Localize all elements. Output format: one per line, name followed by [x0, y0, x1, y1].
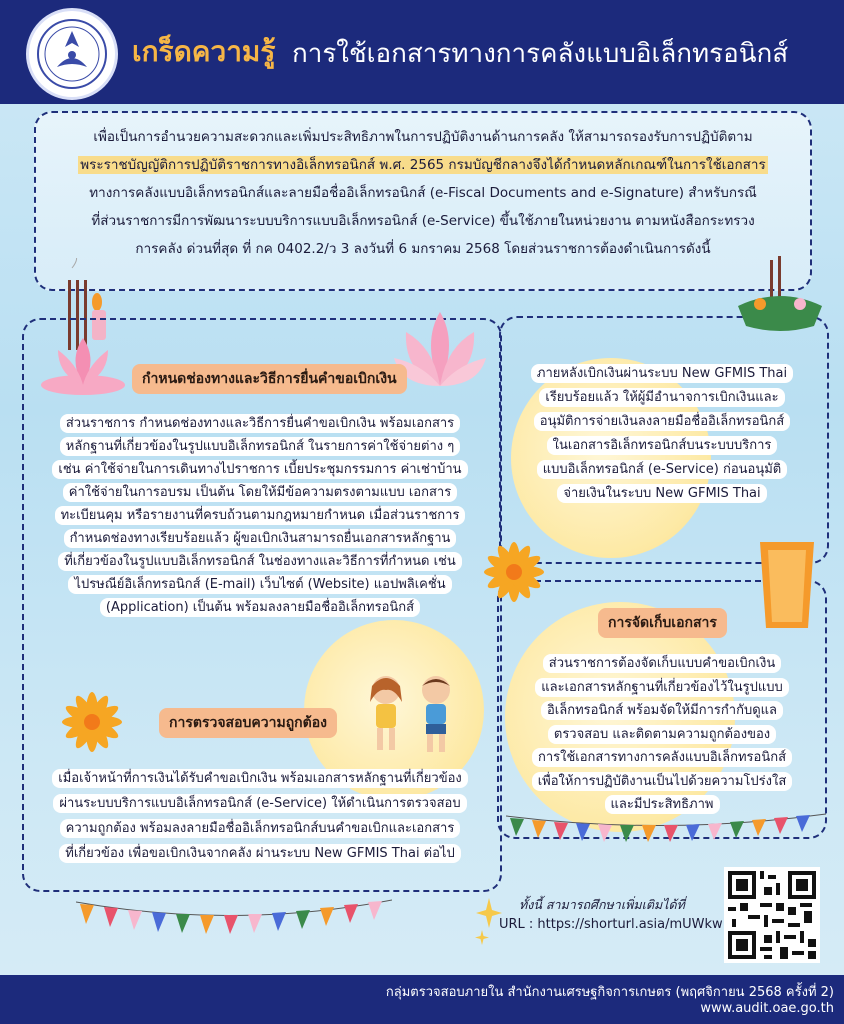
intro-line: การคลัง ด่วนที่สุด ที่ กค 0402.2/ว 3 ลงวันที่ 6 มกราคม 2568 โดยส่วนราชการต้องดำเนินการดังนี้	[135, 241, 711, 257]
sky-lantern-icon	[754, 536, 820, 634]
flower-icon	[474, 532, 554, 612]
more-info-text: ทั้งนี้ สามารถศึกษาเพิ่มเติมได้ที่	[519, 897, 685, 912]
qr-code[interactable]	[724, 867, 820, 963]
section-title-verify: การตรวจสอบความถูกต้อง	[159, 708, 337, 738]
intro-paragraph	[46, 123, 800, 263]
section-request-text: ส่วนราชการ กำหนดช่องทางและวิธีการยื่นคำขอเบิกเงิน พร้อมเอกสาร หลักฐานที่เกี่ยวข้องในรูปแบบอิเล็กทรอนิกส์ ในรายการค่าใช้จ่ายต่าง ๆ เช่น ค่าใช้จ่ายในการเดินทางไปราชการ เบี้ยประชุมกรรมการ ค่าเช่าบ้าน ค่าใช้จ่ายในการอบรม เป็นต้น โดยให้มีข้อความตรงตามแบบ เอกสาร ทะเบียนคุม หรือรายงานที่ครบถ้วนตามกฎหมายกำหนด เมื่อส่วนราชการ กำหนดช่องทางเรียบร้อยแล้ว ผู้ขอเบิกเงินสามารถยื่นเอกสารหลักฐาน ที่เกี่ยวข้องในรูปแบบอิเล็กทรอนิกส์ ในช่องทางและวิธีการที่กำหนด เช่น ไปรษณีย์อิเล็กทรอนิกส์ (E-mail) เว็บไซต์ (Website) แอปพลิเคชั่น (Application) เป็นต้น พร้อมลงลายมือชื่ออิเล็กทรอนิกส์	[34, 412, 486, 619]
intro-box	[34, 111, 812, 291]
bunting-flags-icon	[76, 896, 392, 946]
children-illustration-icon	[346, 668, 476, 758]
lotus-icon	[38, 330, 128, 400]
section-title-storage: การจัดเก็บเอกสาร	[598, 608, 727, 638]
footer-website-link[interactable]: www.audit.oae.go.th	[700, 1001, 834, 1016]
footer-org: กลุ่มตรวจสอบภายใน สำนักงานเศรษฐกิจการเกษตร (พฤศจิกายน 2568 ครั้งที่ 2)	[385, 985, 834, 1000]
intro-line: ทางการคลังแบบอิเล็กทรอนิกส์และลายมือชื่ออิเล็กทรอนิกส์ (e-Fiscal Documents and e-Signature) สำหรับกรณี	[89, 185, 757, 201]
qr-code-icon	[724, 867, 820, 963]
more-info-url[interactable]: URL : https://shorturl.asia/mUWkw	[499, 917, 723, 932]
krathong-icon	[730, 256, 830, 336]
intro-line: พระราชบัญญัติการปฏิบัติราชการทางอิเล็กทรอนิกส์ พ.ศ. 2565 กรมบัญชีกลางจึงได้กำหนดหลักเกณฑ์ในการใช้เอกสาร	[80, 157, 766, 173]
page-title: การใช้เอกสารทางการคลังแบบอิเล็กทรอนิกส์	[292, 39, 789, 69]
bunting-flags-icon	[506, 810, 826, 850]
intro-line: เพื่อเป็นการอำนวยความสะดวกและเพิ่มประสิทธิภาพในการปฏิบัติงานด้านการคลัง ให้สามารถรองรับการปฏิบัติตาม	[93, 129, 753, 145]
section-title-request: กำหนดช่องทางและวิธีการยื่นคำขอเบิกเงิน	[132, 364, 407, 394]
seal-emblem-icon	[35, 17, 109, 91]
title-highlight: เกร็ดความรู้	[132, 35, 276, 68]
section-storage-text: ส่วนราชการต้องจัดเก็บแบบคำขอเบิกเงิน และเอกสารหลักฐานที่เกี่ยวข้องไว้ในรูปแบบ อิเล็กทรอนิกส์ พร้อมจัดให้มีการกำกับดูแล ตรวจสอบ และติดตามความถูกต้องของ การใช้เอกสารทางการคลังแบบอิเล็กทรอนิกส์ เพื่อให้การปฏิบัติงานเป็นไปด้วยความโปร่งใส และมีประสิทธิภาพ	[512, 652, 812, 817]
section-verify-text: เมื่อเจ้าหน้าที่การเงินได้รับคำขอเบิกเงิน พร้อมเอกสารหลักฐานที่เกี่ยวข้อง ผ่านระบบบริการแบบอิเล็กทรอนิกส์ (e-Service) ให้ดำเนินการตรวจสอบ ความถูกต้อง พร้อมลงลายมือชื่ออิเล็กทรอนิกส์บนคำขอเบิกและเอกสาร ที่เกี่ยวข้อง เพื่อขอเบิกเงินจากคลัง ผ่านระบบ New GFMIS Thai ต่อไป	[34, 766, 486, 866]
header-banner	[0, 0, 844, 104]
intro-line: ที่ส่วนราชการมีการพัฒนาระบบบริการแบบอิเล็กทรอนิกส์ (e-Service) ขึ้นใช้ภายในหน่วยงาน ตามหนังสือกระทรวง	[91, 213, 755, 229]
section-approve-text: ภายหลังเบิกเงินผ่านระบบ New GFMIS Thai เรียบร้อยแล้ว ให้ผู้มีอำนาจการเบิกเงินและ อนุมัติการจ่ายเงินลงลายมือชื่ออิเล็กทรอนิกส์ ในเอกสารอิเล็กทรอนิกส์บนระบบบริการ แบบอิเล็กทรอนิกส์ (e-Service) ก่อนอนุมัติ จ่ายเงินในระบบ New GFMIS Thai	[512, 362, 812, 506]
flower-icon	[52, 682, 132, 762]
agency-seal-logo	[26, 8, 118, 100]
footer-bar	[0, 975, 844, 1024]
